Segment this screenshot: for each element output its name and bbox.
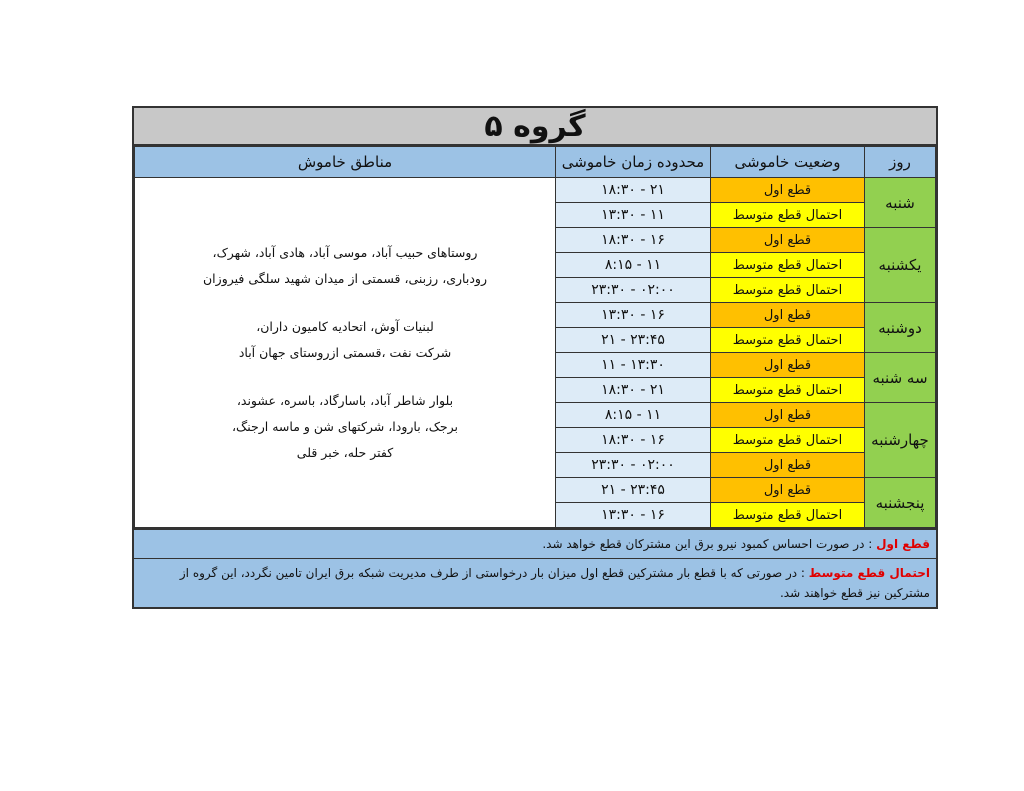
time-cell: ۱۳:۳۰ - ۱۶ — [556, 303, 711, 328]
time-cell: ۱۳:۳۰ - ۱۶ — [556, 503, 711, 528]
header-time: محدوده زمان خاموشی — [556, 147, 711, 178]
day-cell: یکشنبه — [865, 228, 936, 303]
header-day: روز — [865, 147, 936, 178]
note-term: احتمال قطع متوسط — [808, 566, 930, 580]
day-cell: چهارشنبه — [865, 403, 936, 478]
status-cell: احتمال قطع متوسط — [711, 503, 865, 528]
status-cell: قطع اول — [711, 178, 865, 203]
schedule-body — [135, 178, 936, 528]
note-line — [134, 559, 936, 607]
area-block — [135, 314, 555, 366]
time-cell: ۲۳:۳۰ - ۰۲:۰۰ — [556, 453, 711, 478]
status-cell: قطع اول — [711, 453, 865, 478]
time-cell: ۸:۱۵ - ۱۱ — [556, 403, 711, 428]
day-cell: شنبه — [865, 178, 936, 228]
area-block — [135, 240, 555, 292]
day-cell: پنجشنبه — [865, 478, 936, 528]
status-cell: احتمال قطع متوسط — [711, 328, 865, 353]
area-line: رودباری، رزبنی، قسمتی از میدان شهید سلگی فیروزان — [203, 270, 487, 286]
area-line: بلوار شاطر آباد، باسارگاد، باسره، عشوند، — [236, 392, 454, 408]
time-cell: ۸:۱۵ - ۱۱ — [556, 253, 711, 278]
time-cell: ۲۱ - ۲۳:۴۵ — [556, 478, 711, 503]
time-cell: ۱۸:۳۰ - ۱۶ — [556, 428, 711, 453]
area-line: شرکت نفت ،قسمتی ازروستای جهان آباد — [238, 344, 452, 360]
status-cell: قطع اول — [711, 228, 865, 253]
schedule-sheet — [132, 106, 938, 609]
area-block — [135, 388, 555, 466]
status-cell: احتمال قطع متوسط — [711, 253, 865, 278]
status-cell: احتمال قطع متوسط — [711, 278, 865, 303]
area-line: برجک، بارودا، شرکتهای شن و ماسه ارجنگ، — [232, 418, 458, 434]
areas-cell — [135, 178, 556, 528]
table-row — [135, 178, 936, 203]
status-cell: قطع اول — [711, 303, 865, 328]
time-cell: ۲۱ - ۲۳:۴۵ — [556, 328, 711, 353]
area-line: روستاهای حبیب آباد، موسی آباد، هادی آباد، شهرک، — [212, 244, 478, 260]
time-cell: ۲۳:۳۰ - ۰۲:۰۰ — [556, 278, 711, 303]
notes-section — [134, 528, 936, 607]
status-cell: قطع اول — [711, 478, 865, 503]
time-cell: ۱۸:۳۰ - ۱۶ — [556, 228, 711, 253]
time-cell: ۱۱ - ۱۳:۳۰ — [556, 353, 711, 378]
status-cell: قطع اول — [711, 403, 865, 428]
day-cell: دوشنبه — [865, 303, 936, 353]
note-text: : در صورتی که با قطع بار مشترکین قطع اول میزان بار درخواستی از طرف مدیریت شبکه برق ایران تامین نگردد، این گروه از مشترکین نیز قطع خواهند شد. — [179, 566, 930, 600]
area-line: کفتر حله، خبر قلی — [296, 444, 394, 460]
status-cell: احتمال قطع متوسط — [711, 203, 865, 228]
time-cell: ۱۸:۳۰ - ۲۱ — [556, 378, 711, 403]
header-areas: مناطق خاموش — [135, 147, 556, 178]
status-cell: احتمال قطع متوسط — [711, 378, 865, 403]
time-cell: ۱۸:۳۰ - ۲۱ — [556, 178, 711, 203]
schedule-table — [134, 146, 936, 528]
day-cell: سه شنبه — [865, 353, 936, 403]
status-cell: قطع اول — [711, 353, 865, 378]
area-line: لبنیات آوش، اتحادیه کامیون داران، — [256, 318, 434, 334]
note-term: قطع اول — [876, 537, 930, 551]
header-status: وضعیت خاموشی — [711, 147, 865, 178]
group-title: گروه ۵ — [134, 108, 936, 146]
header-row — [135, 147, 936, 178]
note-line — [134, 530, 936, 559]
time-cell: ۱۳:۳۰ - ۱۱ — [556, 203, 711, 228]
status-cell: احتمال قطع متوسط — [711, 428, 865, 453]
note-text: : در صورت احساس کمبود نیرو برق این مشترکان قطع خواهد شد. — [542, 537, 877, 551]
